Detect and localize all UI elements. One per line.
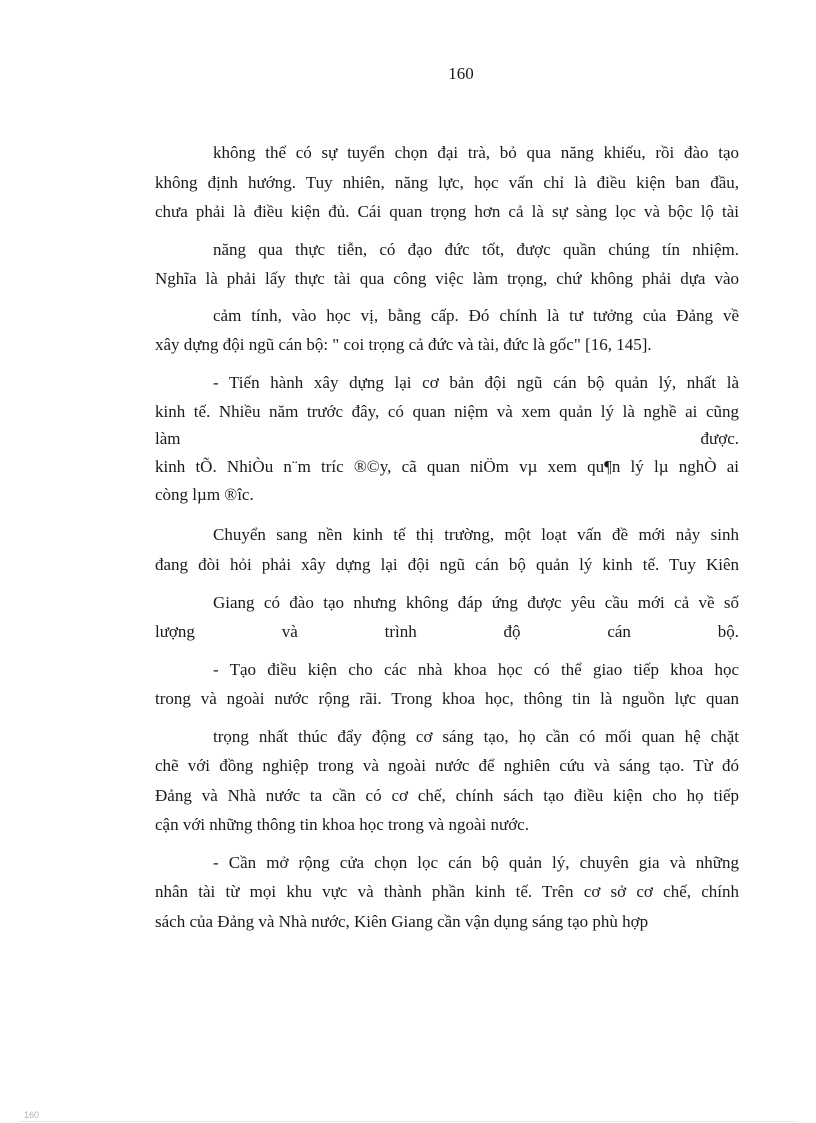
text-line: kinh tế. Nhiều năm trước đây, có quan niệm và xem quản lý là nghề ai cũng [155, 402, 739, 421]
text-line: - Tiến hành xây dựng lại cơ bản đội ngũ cán bộ quản lý, nhất là [213, 373, 739, 392]
text-line: - Tạo điều kiện cho các nhà khoa học có thể giao tiếp khoa học [213, 660, 739, 679]
text-line: nhân tài từ mọi khu vực và thành phần kinh tế. Trên cơ sở cơ chế, chính [155, 882, 739, 901]
footer-divider [20, 1121, 796, 1122]
text-line: sách của Đảng và Nhà nước, Kiên Giang cần vận dụng sáng tạo phù hợp [155, 912, 649, 931]
text-line: Nghĩa là phải lấy thực tài qua công việc làm trọng, chứ không phải dựa vào [155, 269, 739, 288]
text-line: Chuyển sang nền kinh tế thị trường, một loạt vấn đề mới nảy sinh [213, 525, 739, 544]
page-number: 160 [448, 64, 474, 83]
text-line: kinh tÕ. NhiÒu n¨m tríc ®©y, cã quan niÖm vµ xem qu¶n lý lµ nghÒ ai [155, 457, 739, 476]
text-line: - Cần mở rộng cửa chọn lọc cán bộ quản lý, chuyên gia và những [213, 853, 739, 872]
text-line: năng qua thực tiễn, có đạo đức tốt, được quần chúng tín nhiệm. [213, 240, 739, 259]
text-line: xây dựng đội ngũ cán bộ: " coi trọng cả đức và tài, đức là gốc" [16, 145]. [155, 335, 652, 354]
text-line: lượng và trình độ cán bộ. [155, 622, 739, 641]
text-line: đang đòi hỏi phải xây dựng lại đội ngũ cán bộ quản lý kinh tế. Tuy Kiên [155, 555, 739, 574]
text-line: Giang có đào tạo nhưng không đáp ứng được yêu cầu mới cả về số [213, 593, 739, 612]
text-line: trong và ngoài nước rộng rãi. Trong khoa học, thông tin là nguồn lực quan [155, 689, 739, 708]
text-line: không thể có sự tuyển chọn đại trà, bỏ qua năng khiếu, rồi đào tạo [213, 143, 739, 162]
text-line: không định hướng. Tuy nhiên, năng lực, học vấn chỉ là điều kiện ban đầu, [155, 173, 739, 192]
text-line: Đảng và Nhà nước ta cần có cơ chế, chính sách tạo điều kiện cho họ tiếp [155, 786, 739, 805]
text-line: chẽ với đồng nghiệp trong và ngoài nước để nghiên cứu và sáng tạo. Từ đó [155, 756, 739, 775]
text-line: cận với những thông tin khoa học trong và ngoài nước. [155, 815, 529, 834]
text-line: làm được. [155, 429, 739, 448]
text-line: trọng nhất thúc đẩy động cơ sáng tạo, họ cần có mối quan hệ chặt [213, 727, 739, 746]
text-line: cảm tính, vào học vị, bằng cấp. Đó chính là tư tưởng của Đảng về [213, 306, 739, 325]
text-line: chưa phải là điều kiện đủ. Cái quan trọng hơn cả là sự sàng lọc và bộc lộ tài [155, 202, 739, 221]
footer-page-number: 160 [24, 1110, 40, 1120]
text-line: còng lµm ®îc. [155, 485, 254, 504]
